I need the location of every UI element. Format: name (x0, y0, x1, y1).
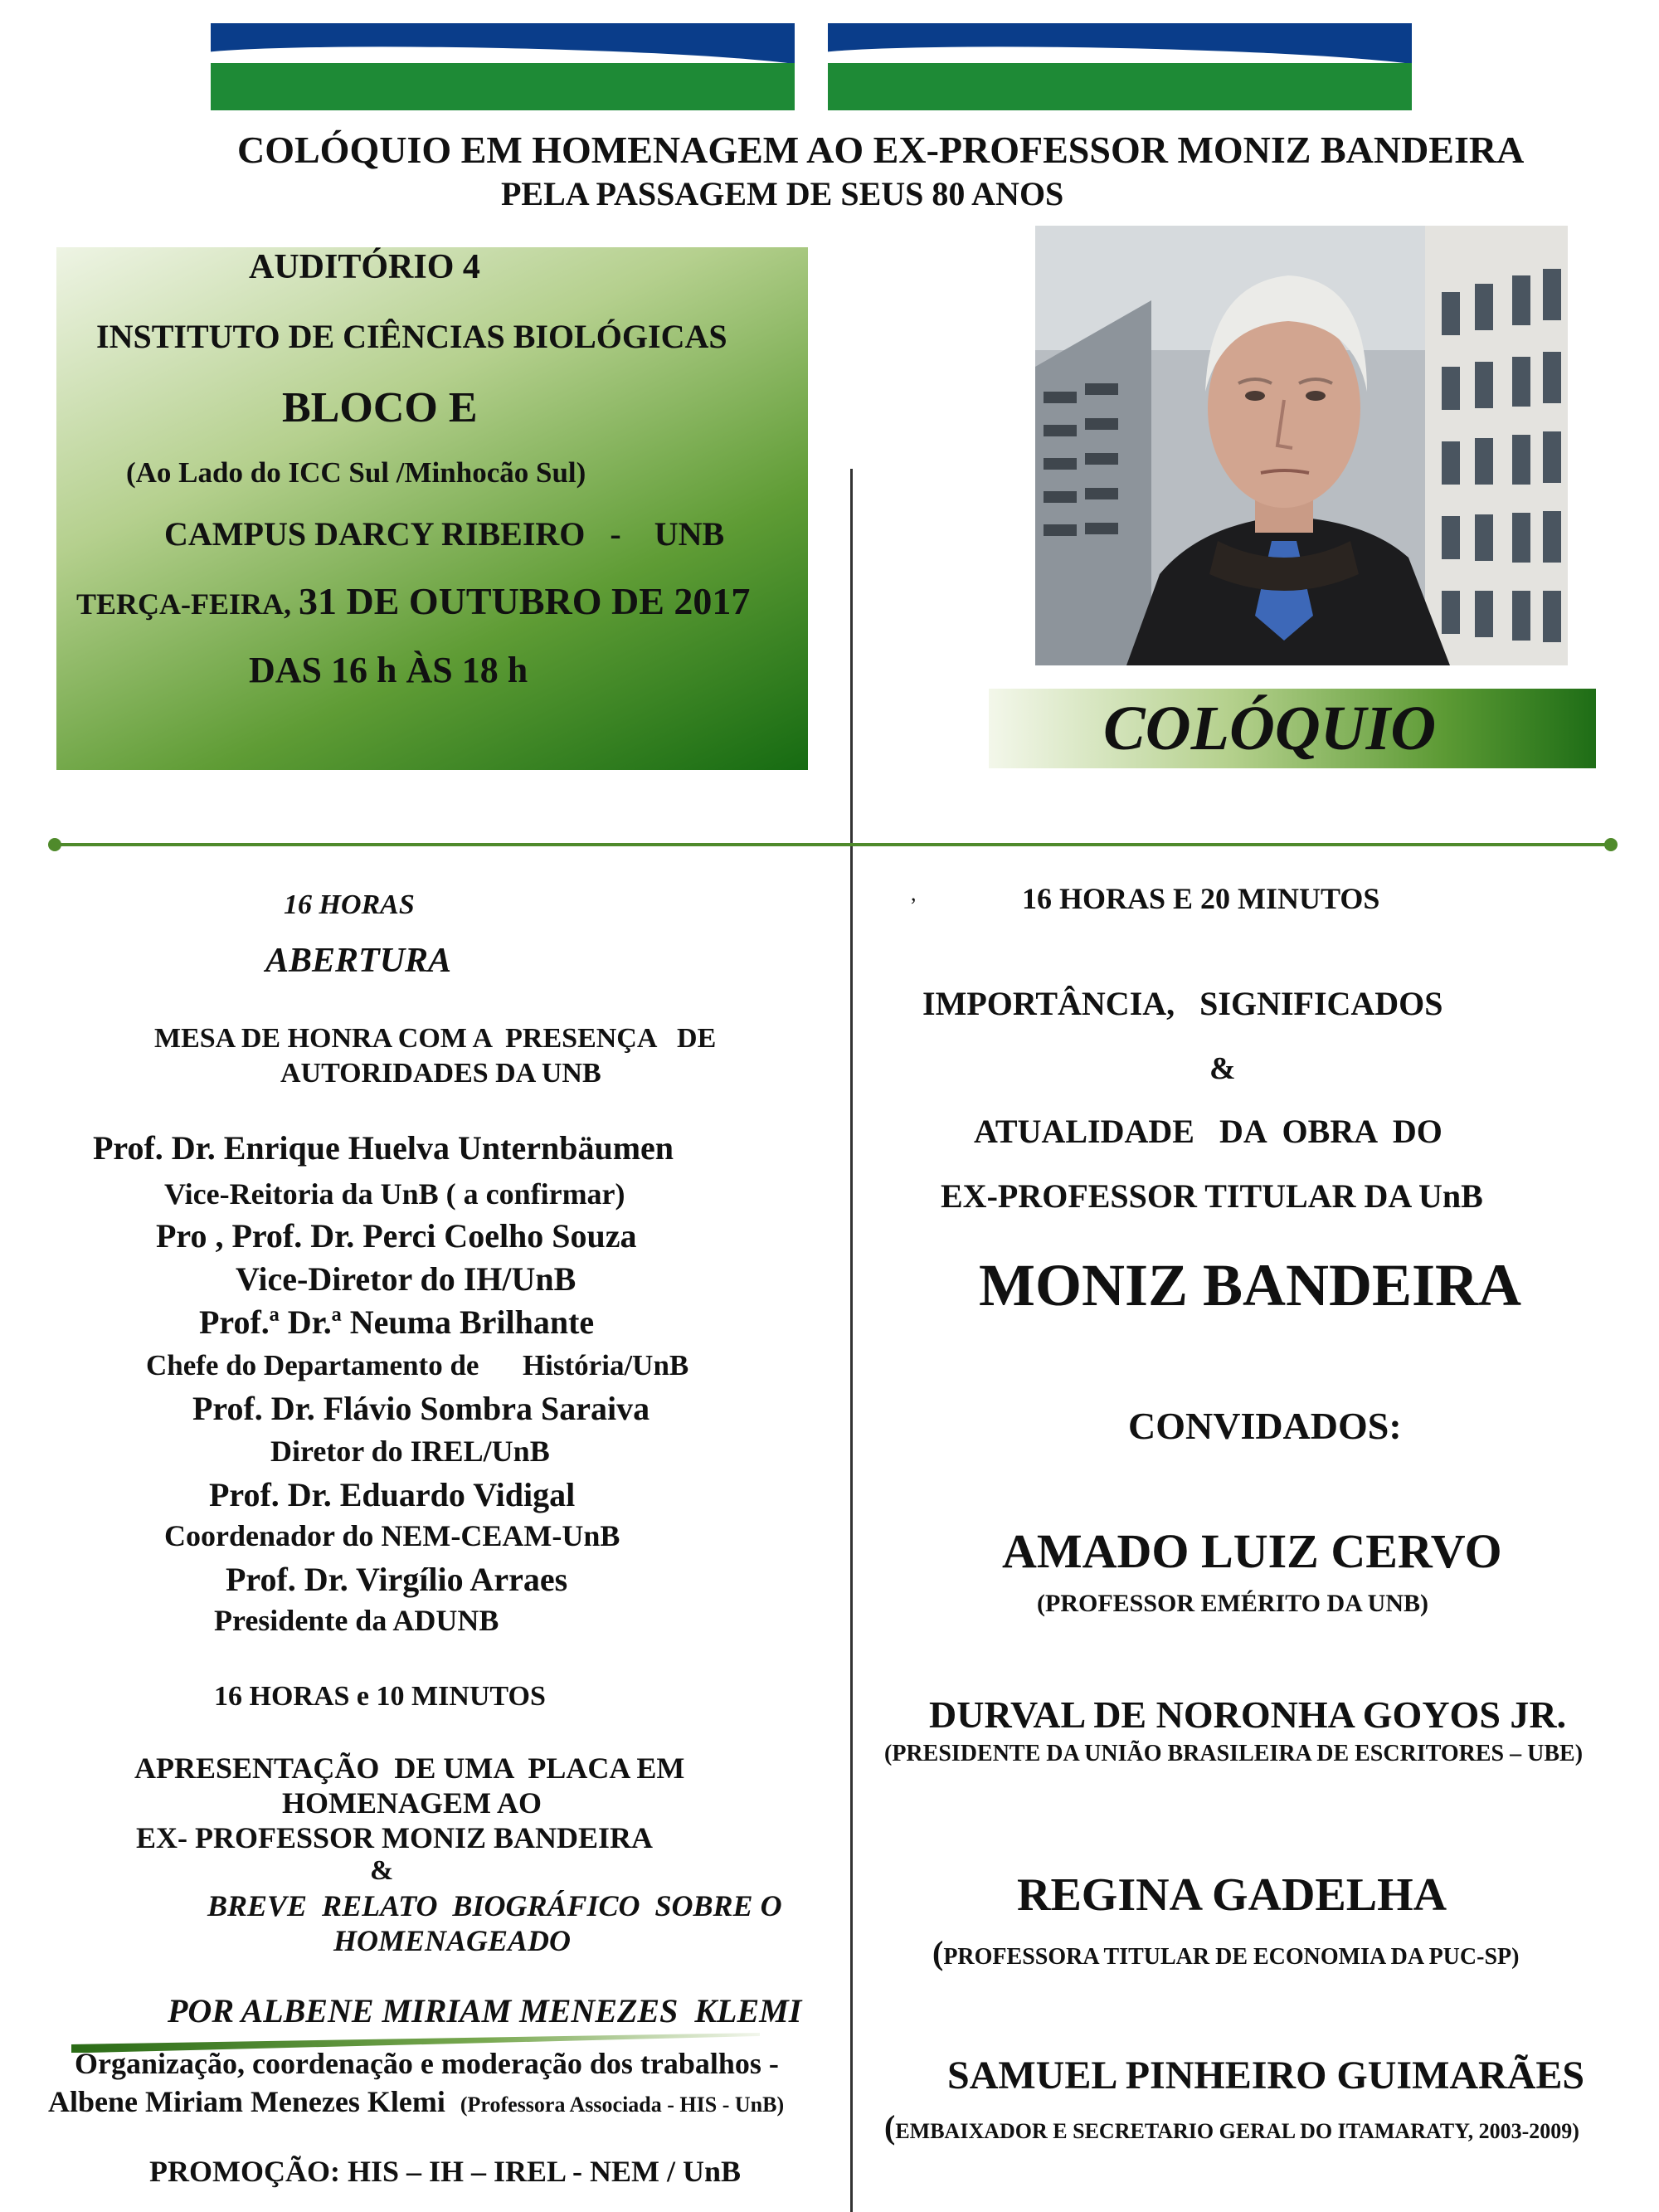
authority-name: Prof. Dr. Eduardo Vidigal (209, 1476, 576, 1513)
plaque-line1: APRESENTAÇÃO DE UMA PLACA EM (134, 1752, 685, 1785)
stray-mark: , (911, 881, 917, 905)
guest-title: EMBAIXADOR E SECRETARIO GERAL DO ITAMARATY, 2003-2009) (895, 2119, 1579, 2143)
bio-line1: BREVE RELATO BIOGRÁFICO SOBRE O (207, 1889, 782, 1922)
topic-ampersand: & (1209, 1051, 1236, 1086)
guest-name: REGINA GADELHA (1017, 1869, 1447, 1921)
guest-title: (PROFESSOR EMÉRITO DA UNB) (1037, 1590, 1429, 1617)
venue-campus: CAMPUS DARCY RIBEIRO - UNB (164, 515, 725, 553)
divider-dot-left (48, 838, 61, 851)
opening-time: 16 HORAS (284, 889, 415, 920)
venue-location-note: (Ao Lado do ICC Sul /Minhocão Sul) (126, 456, 586, 489)
venue-auditorium: AUDITÓRIO 4 (249, 248, 480, 286)
authority-name: Prof. Dr. Flávio Sombra Saraiva (192, 1390, 650, 1427)
venue-block: BLOCO E (282, 384, 478, 431)
coloquio-badge-label: COLÓQUIO (1103, 694, 1437, 763)
venue-time: DAS 16 h ÀS 18 h (249, 650, 528, 690)
authority-name: Prof.ª Dr.ª Neuma Brilhante (199, 1303, 595, 1341)
event-title: COLÓQUIO EM HOMENAGEM AO EX-PROFESSOR MONIZ BANDEIRA (237, 129, 1525, 171)
organizer-role: (Professora Associada - HIS - UnB) (460, 2093, 785, 2117)
authority-role: Diretor do IREL/UnB (270, 1435, 550, 1468)
authority-name: Prof. Dr. Enrique Huelva Unternbäumen (93, 1129, 674, 1167)
authority-role: Vice-Reitoria da UnB ( a confirmar) (164, 1177, 625, 1211)
venue-weekday: TERÇA-FEIRA, (76, 587, 299, 621)
authority-role: Presidente da ADUNB (214, 1604, 499, 1637)
bio-author: POR ALBENE MIRIAM MENEZES KLEMI (168, 1992, 802, 2029)
guest-name: SAMUEL PINHEIRO GUIMARÃES (947, 2054, 1585, 2098)
guest-title-line (884, 2107, 1579, 2146)
honoree-name: MONIZ BANDEIRA (979, 1252, 1522, 1318)
vertical-divider (850, 469, 853, 2212)
event-subtitle: PELA PASSAGEM DE SEUS 80 ANOS (501, 175, 1064, 212)
plaque-line2: HOMENAGEM AO (282, 1786, 542, 1820)
organizer-line (48, 2084, 784, 2119)
topic-line2: ATUALIDADE DA OBRA DO (974, 1113, 1443, 1150)
banner-left (211, 23, 795, 110)
guest-title-paren: ( (884, 2108, 896, 2146)
bio-line2: HOMENAGEADO (333, 1924, 572, 1957)
plaque-line3: EX- PROFESSOR MONIZ BANDEIRA (136, 1821, 654, 1854)
topic-line1: IMPORTÂNCIA, SIGNIFICADOS (922, 985, 1443, 1022)
honor-table-line2: AUTORIDADES DA UNB (280, 1058, 601, 1089)
venue-date-line (76, 579, 750, 623)
plaque-time: 16 HORAS e 10 MINUTOS (214, 1681, 546, 1712)
authority-name: Pro , Prof. Dr. Perci Coelho Souza (156, 1217, 637, 1255)
venue-date: 31 DE OUTUBRO DE 2017 (299, 580, 751, 622)
venue-institute: INSTITUTO DE CIÊNCIAS BIOLÓGICAS (96, 318, 727, 355)
guests-heading: CONVIDADOS: (1128, 1405, 1402, 1447)
honoree-photo (1035, 226, 1568, 665)
authority-role: Vice-Diretor do IH/UnB (236, 1260, 577, 1298)
authority-role: Chefe do Departamento de História/UnB (146, 1349, 689, 1381)
authority-name: Prof. Dr. Virgílio Arraes (226, 1561, 568, 1598)
plaque-ampersand: & (370, 1855, 394, 1886)
session-time: 16 HORAS E 20 MINUTOS (1022, 882, 1380, 915)
banner-right (828, 23, 1412, 110)
guest-title-line (932, 1933, 1519, 1972)
horizontal-divider (53, 843, 1611, 846)
guest-title-paren: ( (932, 1934, 944, 1971)
guest-name: DURVAL DE NORONHA GOYOS JR. (929, 1693, 1567, 1736)
guest-title: (PRESIDENTE DA UNIÃO BRASILEIRA DE ESCRITORES – UBE) (884, 1741, 1584, 1766)
guest-title: PROFESSORA TITULAR DE ECONOMIA DA PUC-SP) (943, 1944, 1520, 1970)
topic-line3: EX-PROFESSOR TITULAR DA UnB (941, 1177, 1483, 1215)
promotion-line: PROMOÇÃO: HIS – IH – IREL - NEM / UnB (149, 2155, 742, 2188)
organization-line: Organização, coordenação e moderação dos trabalhos - (75, 2047, 779, 2080)
authority-role: Coordenador do NEM-CEAM-UnB (164, 1519, 620, 1552)
guest-name: AMADO LUIZ CERVO (1002, 1524, 1502, 1578)
divider-dot-right (1604, 838, 1618, 851)
opening-heading: ABERTURA (265, 942, 452, 980)
organizer-name: Albene Miriam Menezes Klemi (48, 2085, 445, 2118)
honor-table-line1: MESA DE HONRA COM A PRESENÇA DE (154, 1023, 717, 1054)
